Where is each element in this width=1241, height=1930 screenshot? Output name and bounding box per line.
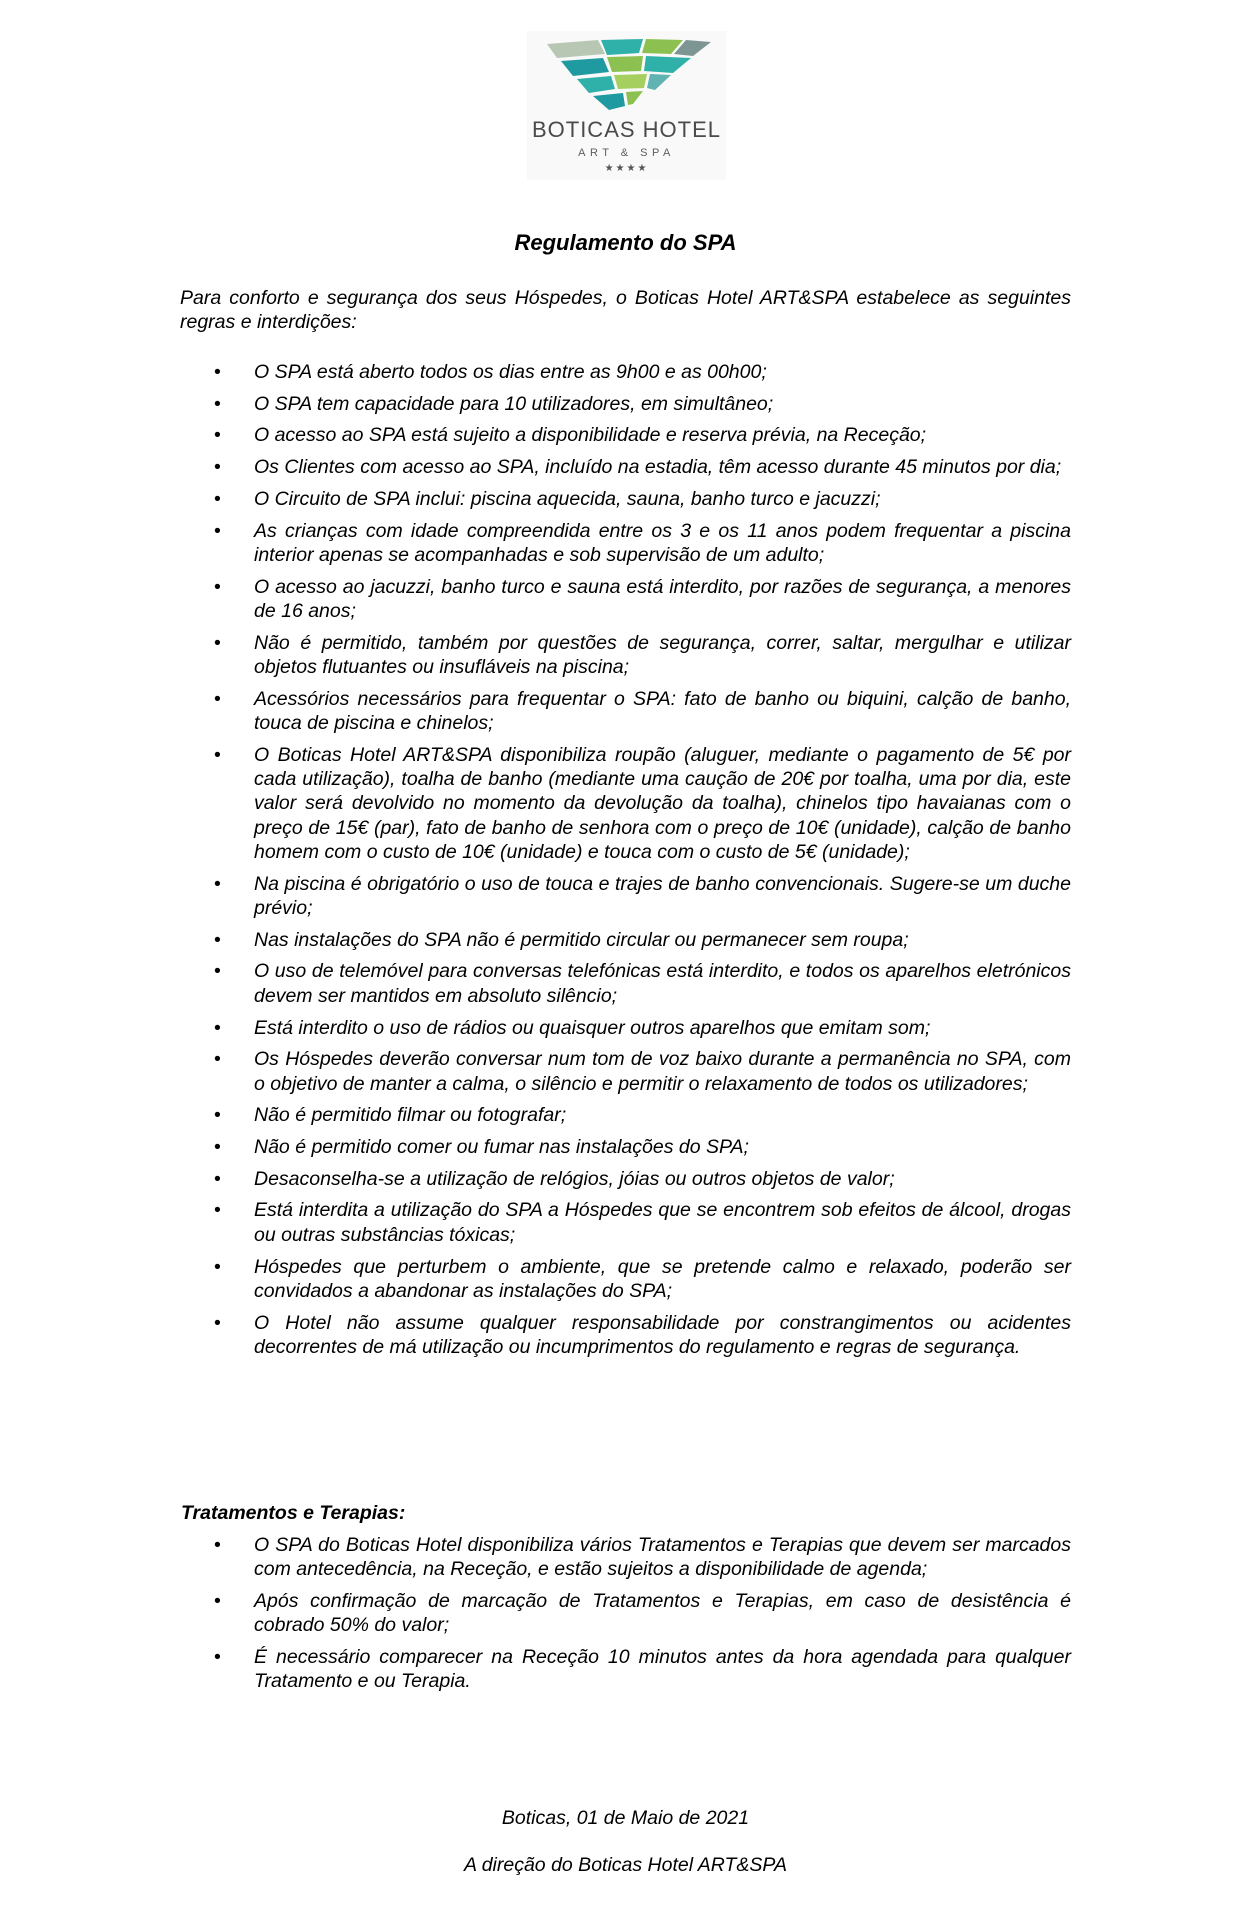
logo-tagline: ART & SPA: [578, 147, 675, 159]
rule-item: • O acesso ao SPA está sujeito a disponibilidade e reserva prévia, na Receção;: [180, 423, 1071, 447]
hotel-logo-icon: [543, 36, 713, 114]
logo-stripe: [577, 76, 615, 93]
rule-item: • Os Clientes com acesso ao SPA, incluído na estadia, têm acesso durante 45 minutos por dia;: [180, 455, 1071, 479]
logo-stripe: [593, 93, 625, 110]
logo-stripe: [644, 56, 691, 73]
logo-stars: ★★★★: [604, 163, 649, 174]
rule-item: • O Boticas Hotel ART&SPA disponibiliza roupão (aluguer, mediante o pagamento de 5€ por cada utilização), toalha de banho (mediante uma caução de 20€ por toalha, uma por dia, este valor será devolvido no momento da devolução da toalha), chinelos tipo havaianas com o preço de 15€ (par), fato de banho de senhora com o preço de 10€ (unidade), calção de banho homem com o custo de 10€ (unidade) e touca com o custo de 5€ (unidade);: [180, 743, 1071, 864]
rule-item: • Na piscina é obrigatório o uso de touca e trajes de banho convencionais. Sugere-se um duche prévio;: [180, 872, 1071, 921]
document-title: Regulamento do SPA: [514, 230, 737, 255]
rule-item: • O Hotel não assume qualquer responsabilidade por constrangimentos ou acidentes decorrentes de má utilização ou incumprimentos do regulamento e regras de segurança.: [180, 1311, 1071, 1360]
rule-item: • O SPA está aberto todos os dias entre as 9h00 e as 00h00;: [180, 360, 1071, 384]
logo-stripe: [614, 74, 647, 89]
intro-paragraph: Para conforto e segurança dos seus Hóspedes, o Boticas Hotel ART&SPA estabelece as seguintes regras e interdições:: [180, 287, 1071, 334]
rule-item: • Não é permitido comer ou fumar nas instalações do SPA;: [180, 1135, 1071, 1159]
logo-stripe: [547, 40, 605, 58]
treatments-list: [180, 1533, 1071, 1701]
signature-line: A direção do Boticas Hotel ART&SPA: [464, 1854, 787, 1876]
logo-stripe: [647, 74, 671, 90]
rule-item: • Nas instalações do SPA não é permitido circular ou permanecer sem roupa;: [180, 928, 1071, 952]
treatments-heading: Tratamentos e Terapias:: [181, 1502, 406, 1524]
rule-item: • Os Hóspedes deverão conversar num tom de voz baixo durante a permanência no SPA, com o objetivo de manter a calma, o silêncio e permitir o relaxamento de todos os utilizadores;: [180, 1047, 1071, 1096]
rule-item: • Desaconselha-se a utilização de relógios, jóias ou outros objetos de valor;: [180, 1167, 1071, 1191]
treatment-item: • O SPA do Boticas Hotel disponibiliza vários Tratamentos e Terapias que devem ser marcados com antecedência, na Receção, e estão sujeitos a disponibilidade de agenda;: [180, 1533, 1071, 1582]
rule-item: • Hóspedes que perturbem o ambiente, que se pretende calmo e relaxado, poderão ser convidados a abandonar as instalações do SPA;: [180, 1255, 1071, 1304]
treatment-item: • É necessário comparecer na Receção 10 minutos antes da hora agendada para qualquer Tratamento e ou Terapia.: [180, 1645, 1071, 1694]
logo-stripe: [561, 58, 609, 76]
rule-item: • O acesso ao jacuzzi, banho turco e sauna está interdito, por razões de segurança, a menores de 16 anos;: [180, 575, 1071, 624]
logo-stripe: [601, 39, 643, 55]
treatment-item: • Após confirmação de marcação de Tratamentos e Terapias, em caso de desistência é cobrado 50% do valor;: [180, 1589, 1071, 1638]
rule-item: • Está interdito o uso de rádios ou quaisquer outros aparelhos que emitam som;: [180, 1016, 1071, 1040]
rule-item: • As crianças com idade compreendida entre os 3 e os 11 anos podem frequentar a piscina interior apenas se acompanhadas e sob supervisão de um adulto;: [180, 519, 1071, 568]
rule-item: • O SPA tem capacidade para 10 utilizadores, em simultâneo;: [180, 392, 1071, 416]
logo-stripe: [626, 91, 643, 105]
place-and-date: Boticas, 01 de Maio de 2021: [501, 1807, 750, 1829]
rule-item: • Está interdita a utilização do SPA a Hóspedes que se encontrem sob efeitos de álcool, drogas ou outras substâncias tóxicas;: [180, 1198, 1071, 1247]
rule-item: • O Circuito de SPA inclui: piscina aquecida, sauna, banho turco e jacuzzi;: [180, 487, 1071, 511]
logo-stripe: [607, 56, 643, 72]
hotel-logo: [527, 31, 726, 180]
rule-item: • Não é permitido filmar ou fotografar;: [180, 1103, 1071, 1127]
logo-hotel-name: BOTICAS HOTEL: [531, 117, 722, 142]
rule-item: • Acessórios necessários para frequentar o SPA: fato de banho ou biquini, calção de banho, touca de piscina e chinelos;: [180, 687, 1071, 736]
rule-item: • Não é permitido, também por questões de segurança, correr, saltar, mergulhar e utilizar objetos flutuantes ou insufláveis na piscina;: [180, 631, 1071, 680]
rule-item: • O uso de telemóvel para conversas telefónicas está interdito, e todos os aparelhos eletrónicos devem ser mantidos em absoluto silêncio;: [180, 959, 1071, 1008]
rules-list: [180, 360, 1071, 1367]
